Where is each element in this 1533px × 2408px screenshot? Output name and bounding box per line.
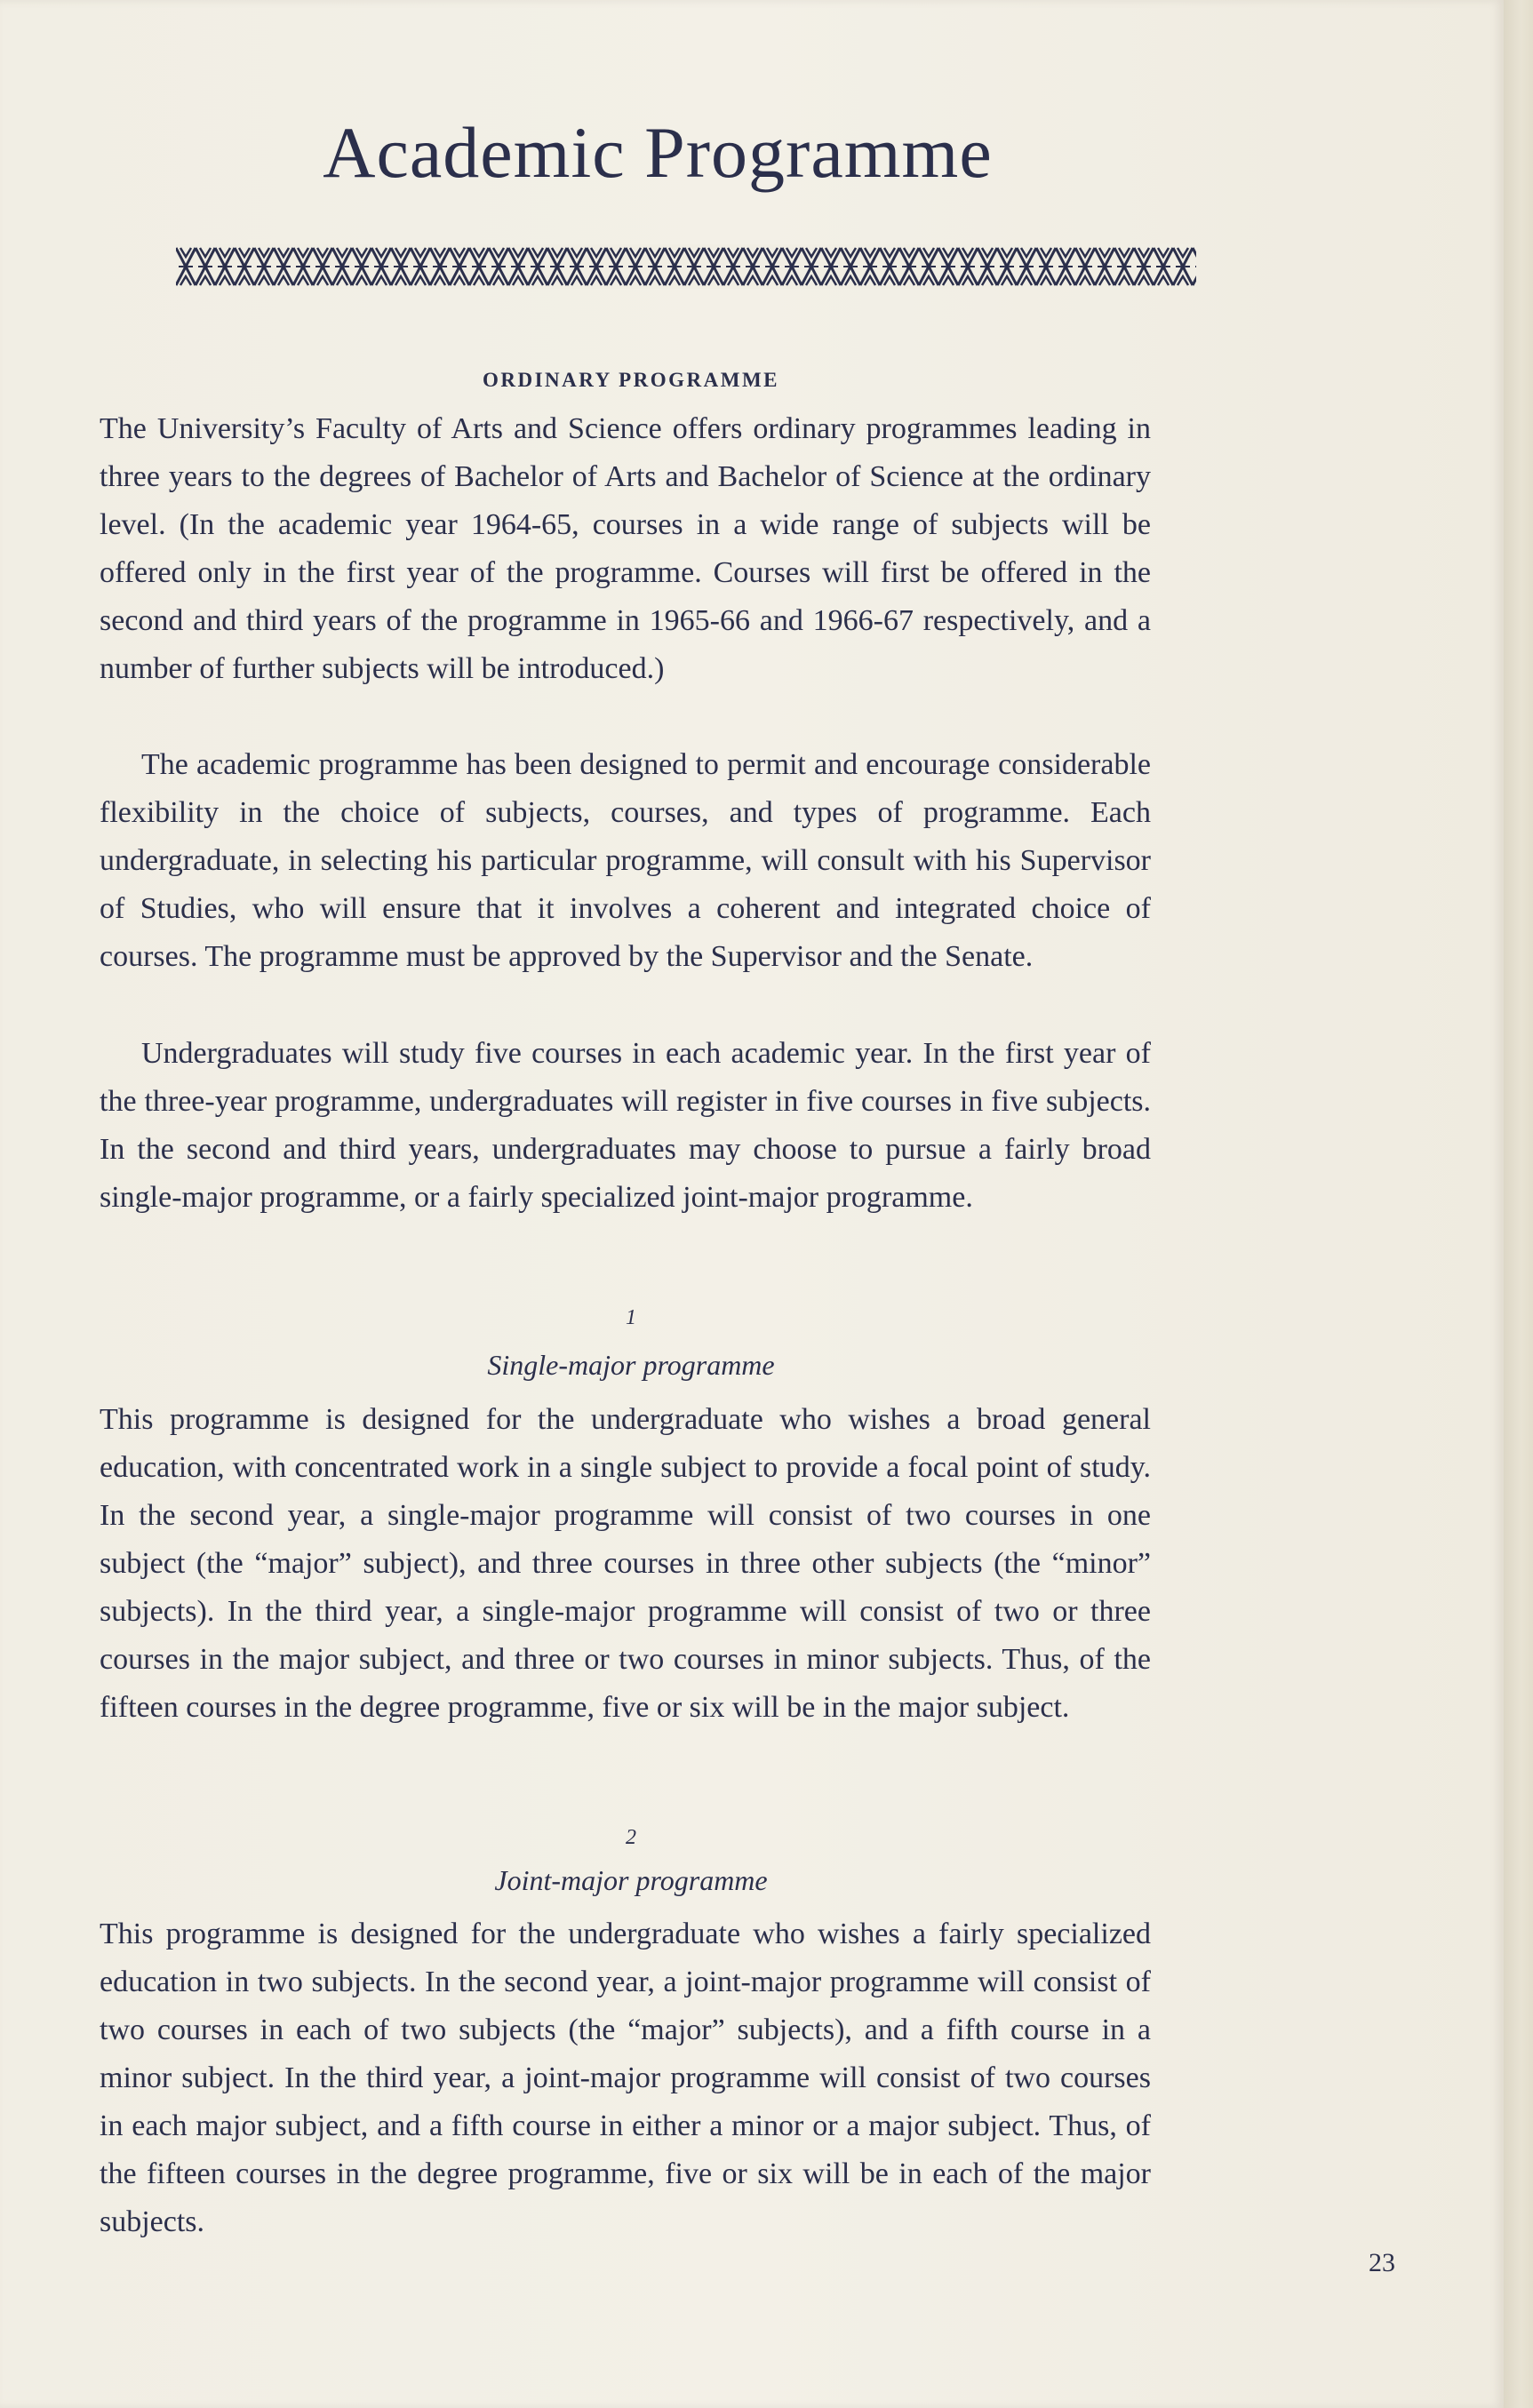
subsection-number: 1 <box>626 1306 636 1329</box>
page-number: 23 <box>1369 2248 1395 2277</box>
subsection-title: Joint-major programme <box>494 1864 768 1896</box>
section-heading: ORDINARY PROGRAMME <box>482 369 779 391</box>
paragraph-course-load: Undergraduates will study five courses in each academic year. In the first year of the three-year programme, undergraduates will register in five courses in five subjects. In the second and third years, undergraduates may choose to pursue a fairly broad single-major programme, or a fairly specialized joint-major programme. <box>100 1037 1151 1214</box>
decorative-ornament-band <box>176 244 1196 289</box>
paragraph-flexibility: The academic programme has been designed to permit and encourage considerable flexibility in the choice of subjects, courses, and types of programme. Each undergraduate, in selecting his particular programme, will consult with his Supervisor of Studies, who will ensure that it involves a coherent and integrated choice of courses. The programme must be approved by the Supervisor and the Senate. <box>100 748 1151 973</box>
subsection-number: 2 <box>626 1826 636 1849</box>
page-title: Academic Programme <box>323 112 993 193</box>
paragraph-intro: The University’s Faculty of Arts and Science offers ordinary programmes leading in three years to the degrees of Bachelor of Arts and Bachelor of Science at the ordinary level. (In the academic year 1964-65, courses in a wide range of subjects will be offered only in the first year of the programme. Courses will first be offered in the second and third years of the programme in 1965-66 and 1966-67 respectively, and a number of further subjects will be introduced.) <box>100 412 1151 685</box>
page-edge <box>1504 0 1533 2408</box>
paragraph-single-major: This programme is designed for the undergraduate who wishes a broad general education, with concentrated work in a single subject to provide a focal point of study. In the second year, a single-major programme will consist of two courses in one subject (the “major” subject), and three courses in three other subjects (the “minor” subjects). In the third year, a single-major programme will consist of two or three courses in the major subject, and three or two courses in minor subjects. Thus, of the fifteen courses in the degree programme, five or six will be in the major subject. <box>100 1403 1151 1724</box>
paragraph-joint-major: This programme is designed for the undergraduate who wishes a fairly specialized education in two subjects. In the second year, a joint-major programme will consist of two courses in each of two subjects (the “major” subjects), and a fifth course in a minor subject. In the third year, a joint-major programme will consist of two courses in each major subject, and a fifth course in either a minor or a major subject. Thus, of the fifteen courses in the degree programme, five or six will be in each of the major subjects. <box>100 1918 1151 2238</box>
subsection-title: Single-major programme <box>487 1349 775 1381</box>
